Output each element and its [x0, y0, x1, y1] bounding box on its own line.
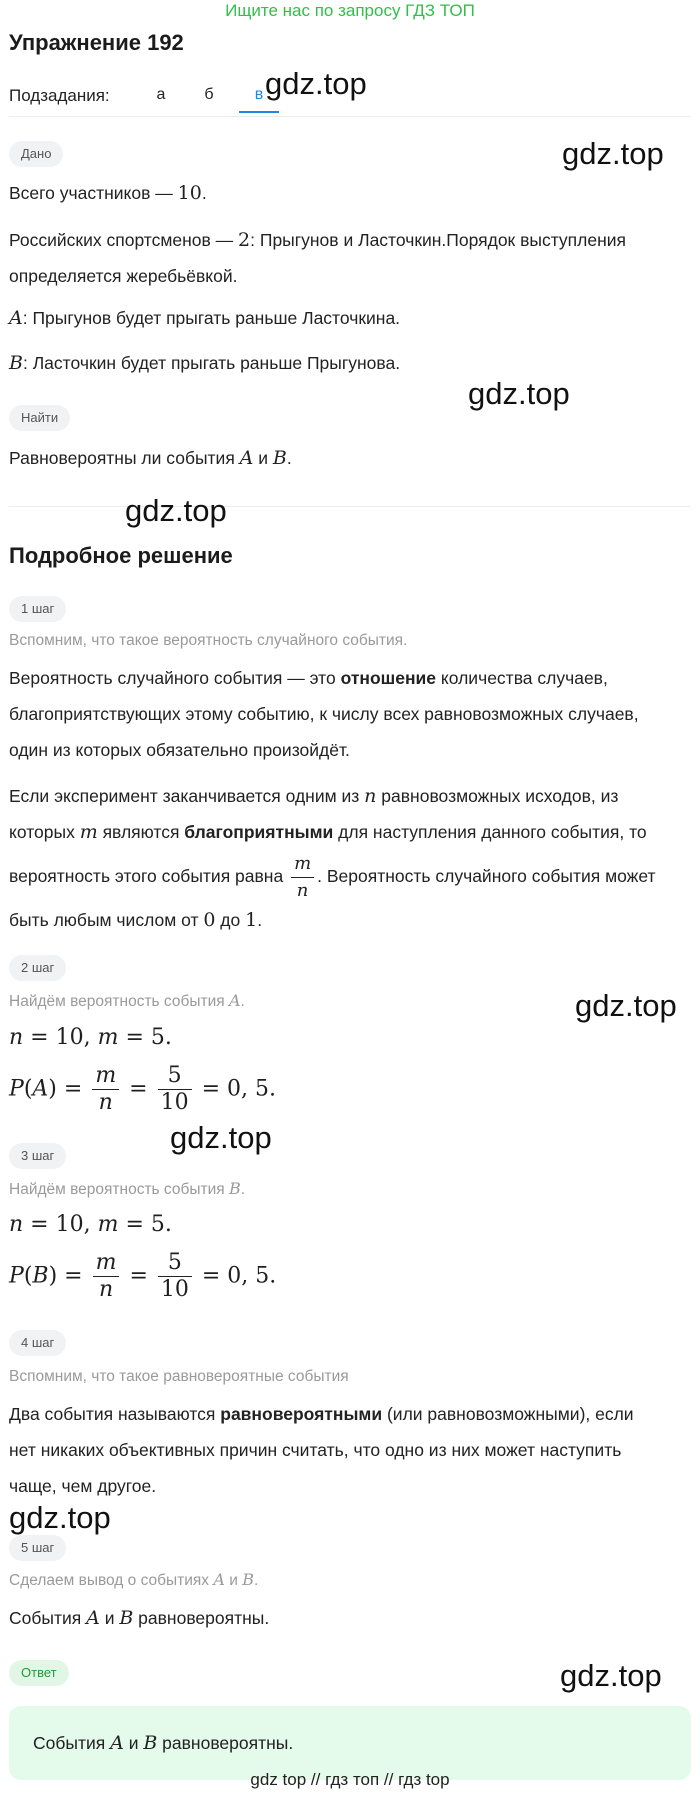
given-tag: Дано [9, 141, 63, 167]
divider [9, 506, 691, 507]
given-line-2: Российских спортсменов — 2: Прыгунов и Ласточкин.Порядок выступления определяется жеребьёвкой. [9, 229, 626, 286]
given-line-4: B: Ласточкин будет прыгать раньше Прыгунова. [9, 352, 401, 374]
step-2-tag: 2 шаг [9, 955, 66, 981]
watermark: gdz.top [575, 988, 677, 1023]
tab-v[interactable]: в [239, 86, 279, 113]
watermark: gdz.top [560, 1658, 662, 1693]
step-1-paragraph-2: Если эксперимент заканчивается одним из n равновозможных исходов, из которых m являются благоприятными для наступления данного события, то вероятность этого события равна $\frac{m}{n}$ . Вероятность случайного события может быть любым числом от 0 до 1. [9, 785, 656, 931]
step-3-formula: P(B) = $\frac{m}{n}$ = $\frac{5}{10}$ = 0, 5. [9, 1250, 277, 1302]
step-1-tag: 1 шаг [9, 596, 66, 622]
step-4-tag: 4 шаг [9, 1330, 66, 1356]
step-5-text: События A и B равновероятны. [9, 1607, 270, 1629]
step-4-hint: Вспомним, что такое равновероятные события [9, 1368, 349, 1385]
step-4-paragraph: Два события называются равновероятными (или равновозможными), если нет никаких объективных причин считать, что одно из них может наступить чаще, чем другое. [9, 1404, 634, 1496]
find-text: Равновероятны ли события A и B. [9, 447, 292, 469]
step-2-formula: P(A) = $\frac{m}{n}$ = $\frac{5}{10}$ = 0, 5. [9, 1063, 277, 1115]
step-1-hint: Вспомним, что такое вероятность случайного события. [9, 632, 408, 649]
find-tag: Найти [9, 405, 70, 431]
step-3-hint: Найдём вероятность события B. [9, 1179, 246, 1198]
watermark: gdz.top [170, 1120, 272, 1155]
step-5-tag: 5 шаг [9, 1535, 66, 1561]
tab-a[interactable]: а [156, 86, 166, 103]
fraction-m-n: $\frac{m}{n}$ [291, 851, 314, 904]
step-1-paragraph-1: Вероятность случайного события — это отношение количества случаев, благоприятствующих этому событию, к числу всех равновозможных случаев, один из которых обязательно произойдёт. [9, 668, 639, 760]
given-line-3: A: Прыгунов будет прыгать раньше Ласточкина. [9, 307, 401, 329]
page-title: Упражнение 192 [9, 30, 184, 55]
step-3-tag: 3 шаг [9, 1143, 66, 1169]
watermark: gdz.top [9, 1500, 111, 1535]
step-3-values: n = 10, m = 5. [9, 1212, 172, 1237]
given-line-1: Всего участников — 10. [9, 182, 207, 204]
step-5-hint: Сделаем вывод о событиях A и B. [9, 1570, 259, 1589]
watermark: gdz.top [468, 376, 570, 411]
watermark: gdz.top [562, 136, 664, 171]
subtasks-label: Подзадания: [9, 86, 110, 105]
footer-links[interactable]: gdz top // гдз топ // гдз top [250, 1770, 450, 1789]
promo-banner[interactable]: Ищите нас по запросу ГДЗ ТОП [225, 1, 475, 20]
answer-tag: Ответ [9, 1660, 69, 1686]
answer-box [9, 1706, 691, 1780]
tab-b[interactable]: б [204, 86, 214, 103]
step-2-values: n = 10, m = 5. [9, 1025, 172, 1050]
step-2-hint: Найдём вероятность события A. [9, 991, 245, 1010]
watermark: gdz.top [265, 66, 367, 101]
solution-heading: Подробное решение [9, 543, 233, 568]
answer-text: События A и B равновероятны. [33, 1732, 294, 1754]
watermark: gdz.top [125, 493, 227, 528]
